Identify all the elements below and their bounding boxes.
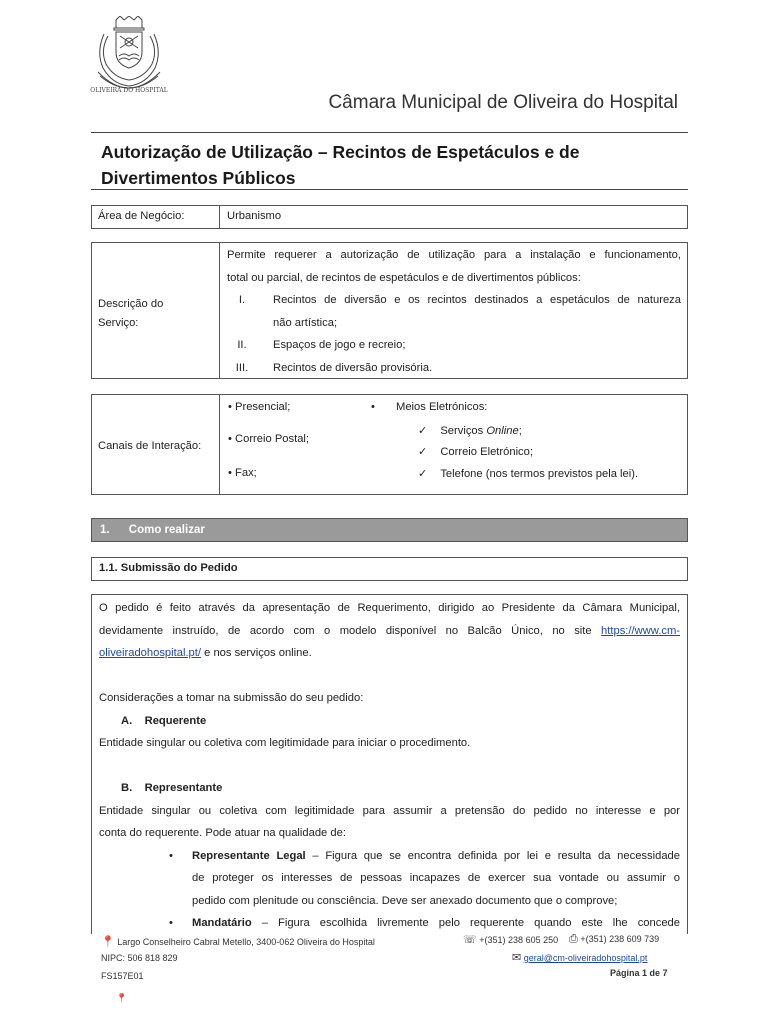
description-label: Descrição do Serviço:	[98, 298, 164, 329]
area-value: Urbanismo	[227, 210, 282, 222]
check-icon: ✓	[418, 446, 428, 458]
website-link[interactable]: https://www.cm-	[601, 624, 680, 637]
list-item: II. Espaços de jogo e recreio;	[237, 339, 406, 351]
email-link[interactable]: geral@cm-oliveiradohospital.pt	[523, 953, 648, 963]
representante-heading: B. Representante	[121, 782, 223, 794]
location-pin-icon-small: 📍	[116, 993, 128, 1003]
website-link-continued[interactable]: oliveiradohospital.pt/	[99, 647, 201, 659]
footer-phone: ☏ +(351) 238 605 250	[463, 934, 559, 946]
svg-text:OLIVEIRA DO HOSPITAL: OLIVEIRA DO HOSPITAL	[90, 87, 168, 94]
list-item: • Mandatário – Figura escolhida livremente pelo requerente quando este lhe concede	[169, 917, 680, 929]
footer-address: 📍 Largo Conselheiro Cabral Metello, 3400-062 Oliveira do Hospital	[101, 936, 375, 948]
channel-correio-postal: • Correio Postal;	[228, 433, 310, 445]
fax-icon: ⎙	[569, 933, 578, 945]
requerente-heading: A. Requerente	[121, 714, 207, 727]
location-pin-icon: 📍	[101, 936, 115, 948]
area-label: Área de Negócio:	[98, 210, 185, 222]
footer-code: FS157E01	[101, 971, 144, 981]
section-heading-como-realizar: 1. Como realizar	[91, 518, 688, 542]
channel-phone: ✓ Telefone (nos termos previstos pela lei).	[418, 468, 639, 480]
email-icon: ✉	[512, 952, 522, 964]
municipal-coat-of-arms-logo	[86, 16, 172, 98]
document-title: Autorização de Utilização – Recintos de Espetáculos e de Divertimentos Públicos	[101, 142, 580, 188]
check-icon: ✓	[418, 468, 428, 480]
title-bottom-rule	[91, 189, 688, 190]
channel-presencial: • Presencial;	[228, 401, 291, 413]
check-icon: ✓	[418, 425, 428, 437]
footer-nipc: NIPC: 506 818 829	[101, 953, 178, 963]
description-content: Permite requerer a autorização de utilização para a instalação e funcionamento, total ou parcial, de recintos de espetáculos e de divertimentos públicos: I. Recintos de diversão e os recintos destinados a espetáculos de natureza não artística; II. Espaços de jogo e recreio; III. Recintos de diversão provisória.	[227, 244, 681, 379]
channel-electronic-bullet: •	[371, 401, 375, 413]
page-number: Página 1 de 7	[610, 968, 668, 978]
footer-email	[512, 951, 647, 964]
channel-online: ✓ Serviços Online;	[418, 425, 522, 437]
channel-email: ✓ Correio Eletrónico;	[418, 446, 533, 458]
list-item: I. Recintos de diversão e os recintos destinados a espetáculos de natureza	[238, 294, 681, 306]
subsection-heading: 1.1. Submissão do Pedido	[99, 562, 238, 574]
channels-label: Canais de Interação:	[98, 440, 202, 452]
footer-fax: ⎙ +(351) 238 609 739	[569, 933, 660, 945]
list-item: III. Recintos de diversão provisória.	[235, 361, 433, 374]
organization-name: Câmara Municipal de Oliveira do Hospital	[328, 92, 678, 113]
body-content: O pedido é feito através da apresentação de Requerimento, dirigido ao Presidente da Câmara Municipal, devidamente instruído, de acordo com o modelo disponível no Balcão Único, no site https://www.cm- oliveiradohospital.pt/ e nos serviços online. Considerações a tomar na submissão do seu pedido: A. Requerente Entidade singular ou coletiva com legitimidade para iniciar o procedimento. B. Representante Entidade singular ou coletiva com legitimidade para assumir a pretensão do pedido no interesse e por conta do requerente. Pode atuar na qualidade de: • Representante Legal – Figura que se encontra definida por lei e resulta da necessidade de proteger os interesses de pessoas incapazes de exercer sua vontade ou assumir o pedido com plenitude ou consciência. Deve ser anexado documento que o comprove; • Mandatário – Figura escolhida livremente pelo requerente quando este lhe concede	[99, 597, 680, 935]
list-item: • Representante Legal – Figura que se encontra definida por lei e resulta da necessidade de proteger os interesses de pessoas incapazes de exercer sua vontade ou assumir o pedido com plenitude ou consciência. Deve ser anexado documento que o comprove;	[169, 849, 680, 907]
phone-icon: ☏	[463, 934, 477, 946]
title-top-rule	[91, 132, 688, 133]
channel-fax: • Fax;	[228, 467, 257, 479]
channel-electronic-title: Meios Eletrónicos:	[396, 401, 488, 413]
